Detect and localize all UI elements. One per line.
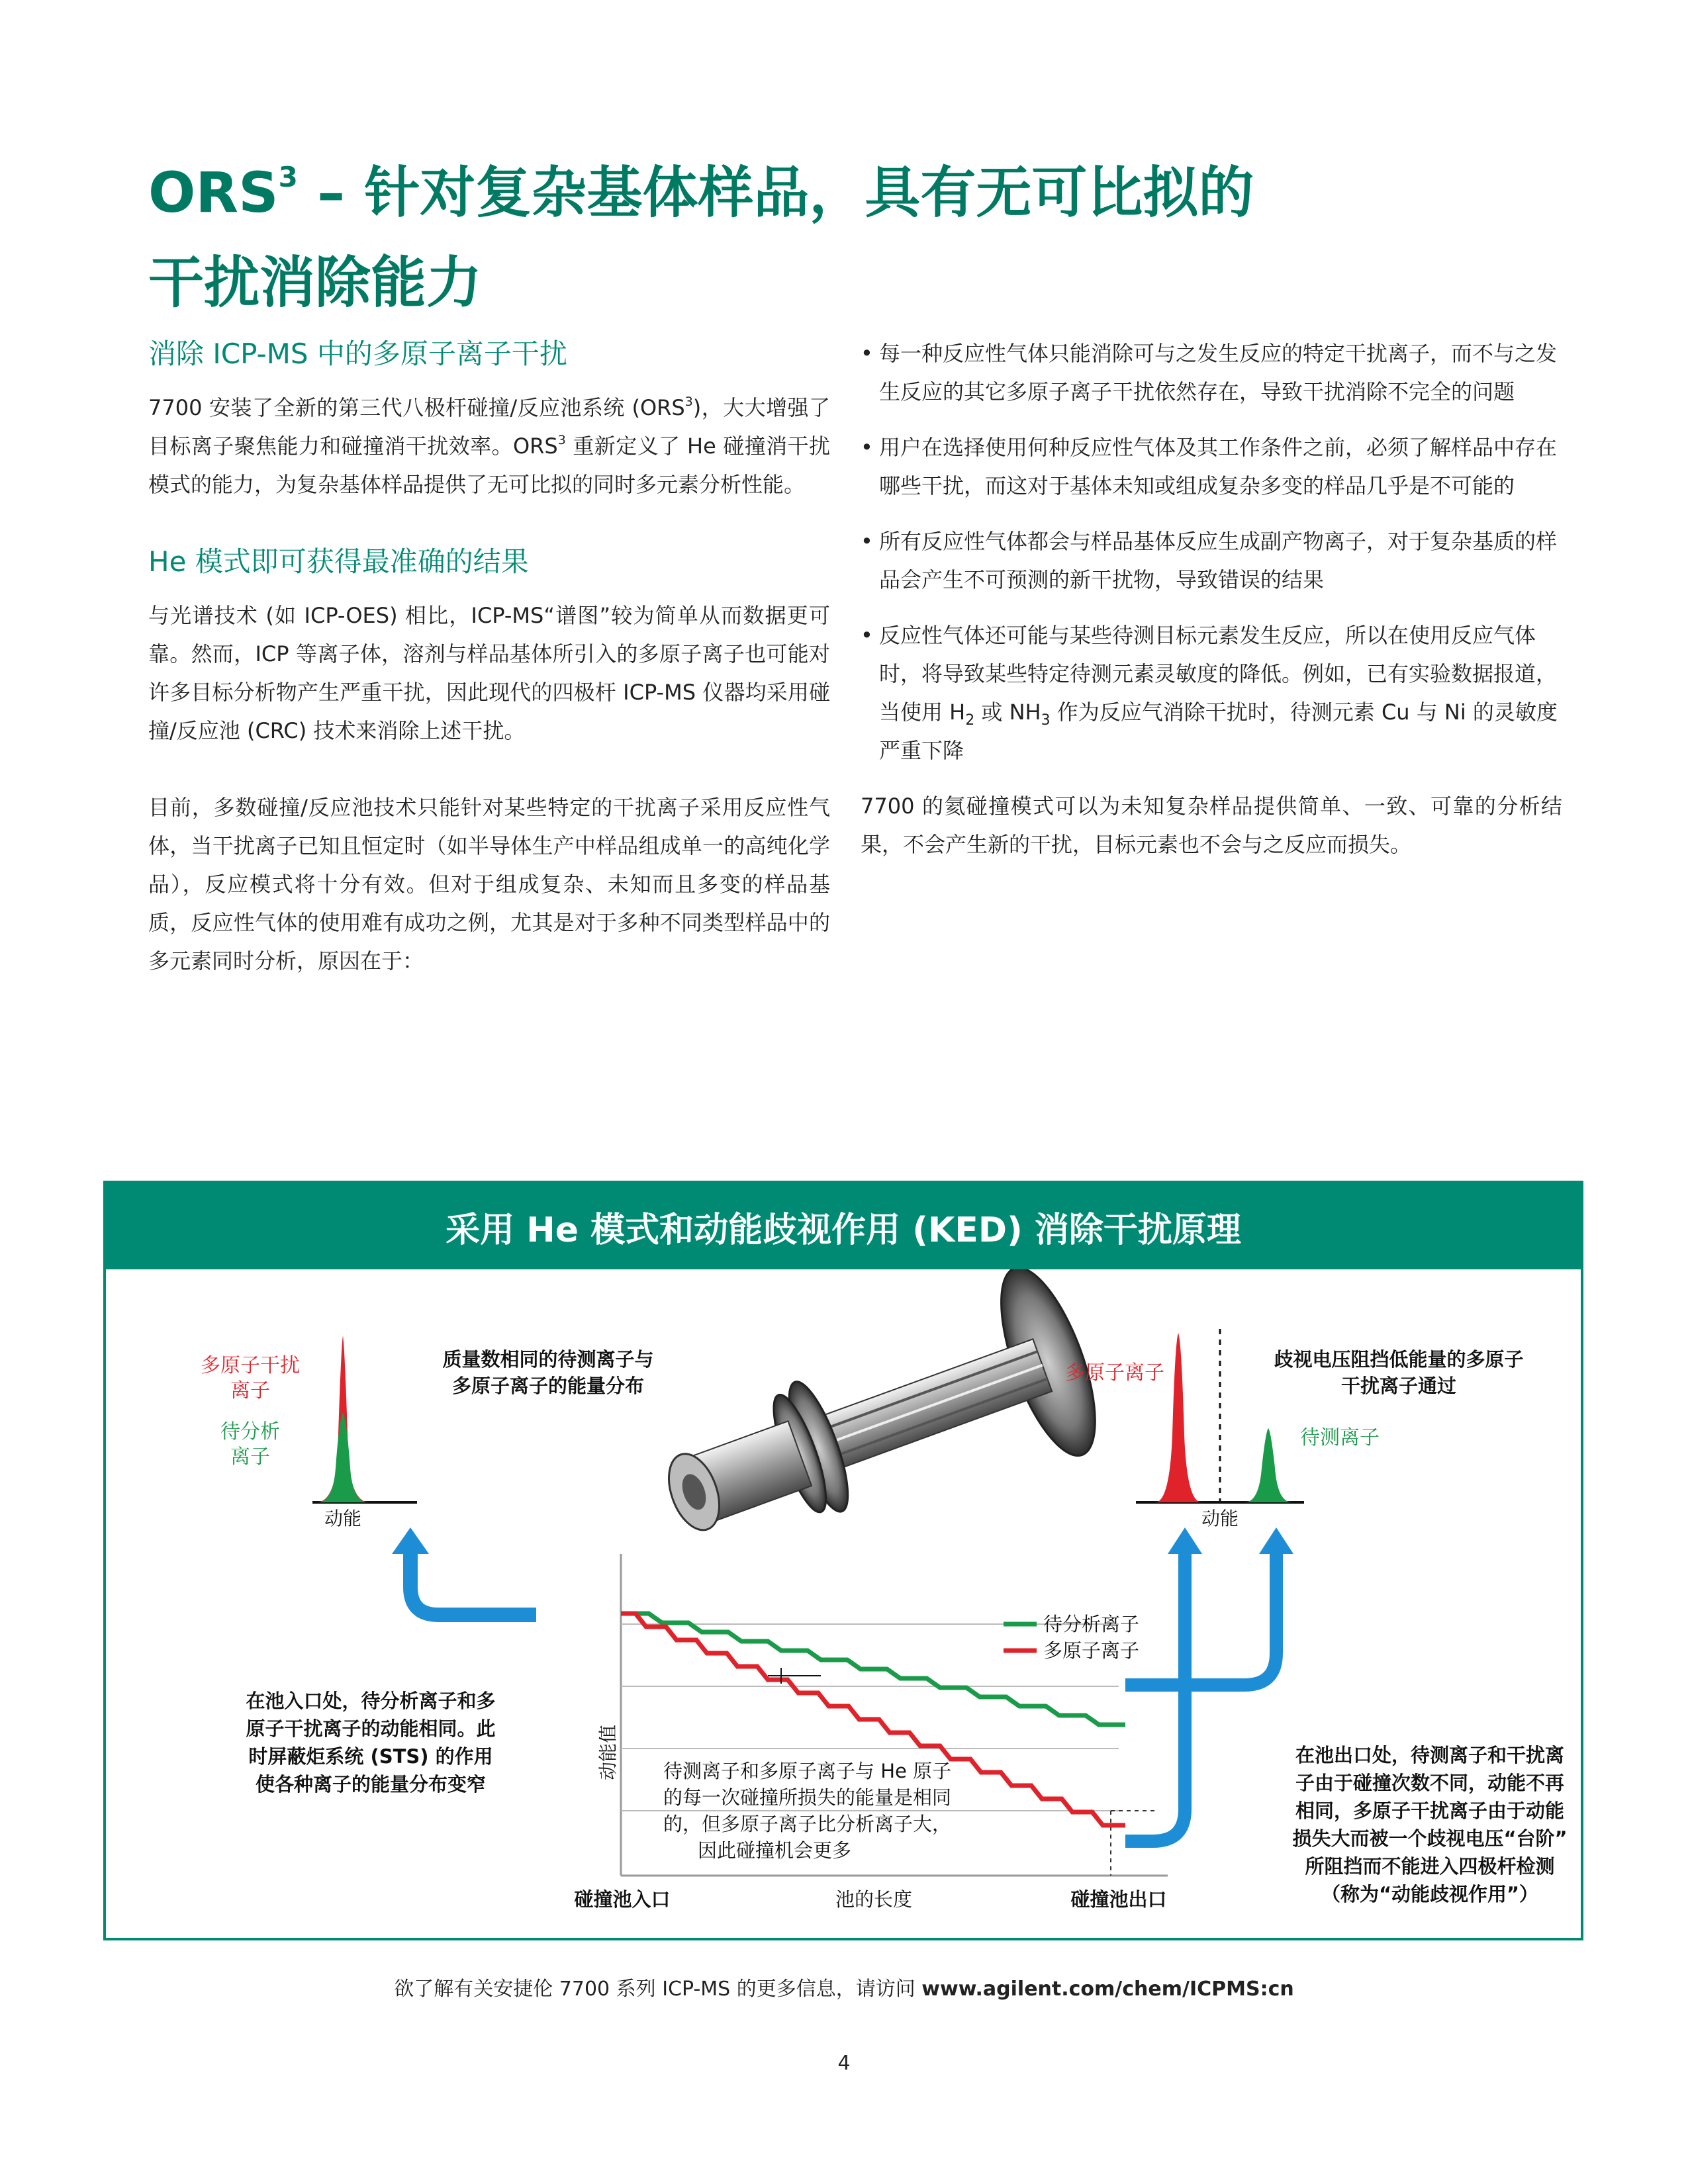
svg-text:在池出口处，待测离子和干扰离: 在池出口处，待测离子和干扰离	[1295, 1744, 1565, 1766]
collision-note-2: 的每一次碰撞所损失的能量是相同	[663, 1786, 952, 1809]
entrance-note	[246, 1690, 495, 1796]
left-interferer-label-2: 离子	[230, 1379, 270, 1402]
analyte-peak	[318, 1412, 368, 1502]
collision-note-1: 待测离子和多原子离子与 He 原子	[663, 1760, 952, 1782]
svg-text:使各种离子的能量分布变窄: 使各种离子的能量分布变窄	[255, 1773, 487, 1796]
agilent-link[interactable]: www.agilent.com/chem/ICPMS:cn	[921, 1978, 1294, 2001]
he-mode-paragraph-1: 与光谱技术 (如 ICP-OES) 相比，ICP-MS“谱图”较为简单从而数据更可靠。然而，ICP 等离子体，溶剂与样品基体所引入的多原子离子也可能对许多目标分析物产生严重干扰，因此现代的四极杆 ICP-MS 仪器均采用碰撞/反应池 (CRC) 技术来消除上述干扰。	[148, 603, 830, 743]
section-heading-polyatomic: 消除 ICP-MS 中的多原子离子干扰	[148, 338, 567, 370]
he-mode-paragraph-2: 目前，多数碰撞/反应池技术只能针对某些特定的干扰离子采用反应性气体，当干扰离子已知且恒定时（如半导体生产中样品组成单一的高纯化学品），反应模式将十分有效。但对于组成复杂、未知而且多变的样品基质，反应性气体的使用难有成功之例，尤其是对于多种不同类型样品中的多元素同时分析，原因在于：	[148, 795, 830, 974]
interferer-peak	[1155, 1333, 1201, 1502]
entrance-energy-distribution	[201, 1336, 417, 1529]
left-axis-label: 动能	[324, 1508, 362, 1529]
more-info-line: 欲了解有关安捷伦 7700 系列 ICP-MS 的更多信息，请访问 www.agilent.com/chem/ICPMS:cn	[394, 1978, 1294, 2001]
discrimination-caption-2: 干扰离子通过	[1340, 1375, 1457, 1397]
svg-text:原子干扰离子的动能相同。此: 原子干扰离子的动能相同。此	[246, 1717, 496, 1740]
right-interferer-label: 多原子离子	[1065, 1361, 1164, 1385]
discrimination-caption-1: 歧视电压阻挡低能量的多原子	[1274, 1348, 1524, 1371]
left-interferer-label-1: 多原子干扰	[201, 1354, 300, 1377]
closing-paragraph: 7700 的氦碰撞模式可以为未知复杂样品提供简单、一致、可靠的分析结果，不会产生新的干扰，目标元素也不会与之反应而损失。	[861, 794, 1562, 857]
distribution-caption-1: 质量数相同的待测离子与	[442, 1348, 654, 1371]
svg-text:相同，多原子干扰离子由于动能: 相同，多原子干扰离子由于动能	[1295, 1799, 1565, 1822]
entrance-arrow	[410, 1546, 536, 1615]
figure-title: 采用 He 模式和动能歧视作用 (KED) 消除干扰原理	[106, 1183, 1581, 1269]
right-column	[861, 334, 1562, 887]
exit-arrow-loop	[1125, 1685, 1185, 1841]
svg-text:子由于碰撞次数不同，动能不再: 子由于碰撞次数不同，动能不再	[1295, 1772, 1565, 1794]
legend-interferer-label: 多原子离子	[1043, 1639, 1140, 1662]
svg-text:所阻挡而不能进入四极杆检测: 所阻挡而不能进入四极杆检测	[1305, 1855, 1555, 1878]
energy-loss-plot	[574, 1554, 1168, 1911]
exit-arrow-analyte	[1125, 1546, 1276, 1685]
svg-text:损失大而被一个歧视电压“台阶”: 损失大而被一个歧视电压“台阶”	[1292, 1827, 1568, 1850]
x-axis-entrance-label: 碰撞池入口	[574, 1888, 671, 1911]
exit-arrowhead-interferer	[1168, 1527, 1202, 1554]
x-axis-exit-label: 碰撞池出口	[1070, 1888, 1167, 1911]
legend-analyte-label: 待分析离子	[1043, 1613, 1140, 1635]
left-analyte-label-1: 待分析	[220, 1420, 280, 1443]
svg-text:时屏蔽炬系统 (STS) 的作用: 时屏蔽炬系统 (STS) 的作用	[248, 1745, 493, 1768]
x-axis-length-label: 池的长度	[835, 1888, 913, 1911]
reason-item: • 用户在选择使用何种反应性气体及其工作条件之前，必须了解样品中存在哪些干扰，而这对于基体未知或组成复杂多变的样品几乎是不可能的	[861, 428, 1562, 505]
right-axis-label: 动能	[1201, 1508, 1239, 1529]
distribution-caption-2: 多原子离子的能量分布	[451, 1375, 645, 1397]
section-heading-he-mode: He 模式即可获得最准确的结果	[148, 545, 529, 578]
y-axis-label: 动能值	[597, 1724, 619, 1781]
svg-text:（称为“动能歧视作用”）: （称为“动能歧视作用”）	[1321, 1883, 1539, 1905]
octopole-cell-image	[639, 1269, 1115, 1592]
reason-item: • 所有反应性气体都会与样品基体反应生成副产物离子，对于复杂基质的样品会产生不可预测的新干扰物，导致错误的结果	[861, 522, 1562, 599]
collision-note-3: 的，但多原子离子比分析离子大，	[663, 1813, 952, 1835]
ked-diagram	[106, 1269, 1581, 1938]
analyte-peak	[1244, 1428, 1292, 1502]
ked-figure-box	[103, 1181, 1583, 1940]
reason-item: • 反应性气体还可能与某些待测目标元素发生反应，所以在使用反应气体时，将导致某些特定待测元素灵敏度的降低。例如，已有实验数据报道，当使用 $H_2$ 或 $NH_3$ 作为反应气消除干扰时，待测元素 Cu 与 Ni 的灵敏度严重下降	[861, 616, 1562, 770]
svg-text:在池入口处，待分析离子和多: 在池入口处，待分析离子和多	[246, 1690, 496, 1712]
left-column	[148, 334, 830, 1004]
intro-paragraph: 7700 安装了全新的第三代八极杆碰撞/反应池系统 (ORS$^3$)，大大增强了目标离子聚焦能力和碰撞消干扰效率。ORS$^3$ 重新定义了 He 碰撞消干扰模式的能力，为复杂基体样品提供了无可比拟的同时多元素分析性能。	[148, 394, 830, 497]
exit-note	[1292, 1744, 1567, 1905]
collision-note-4: 因此碰撞机会更多	[697, 1839, 852, 1862]
reason-list	[861, 334, 1562, 770]
reason-item: • 每一种反应性气体只能消除可与之发生反应的特定干扰离子，而不与之发生反应的其它多原子离子干扰依然存在，导致干扰消除不完全的问题	[861, 334, 1562, 411]
entrance-arrowhead	[392, 1527, 429, 1554]
right-analyte-label: 待测离子	[1300, 1426, 1380, 1449]
page-number: 4	[837, 2052, 851, 2075]
page-title: ORS$^3$ – 针对复杂基体样品，具有无可比拟的 干扰消除能力	[148, 160, 1254, 315]
exit-arrowhead-analyte	[1259, 1527, 1293, 1554]
left-analyte-label-2: 离子	[230, 1445, 270, 1469]
